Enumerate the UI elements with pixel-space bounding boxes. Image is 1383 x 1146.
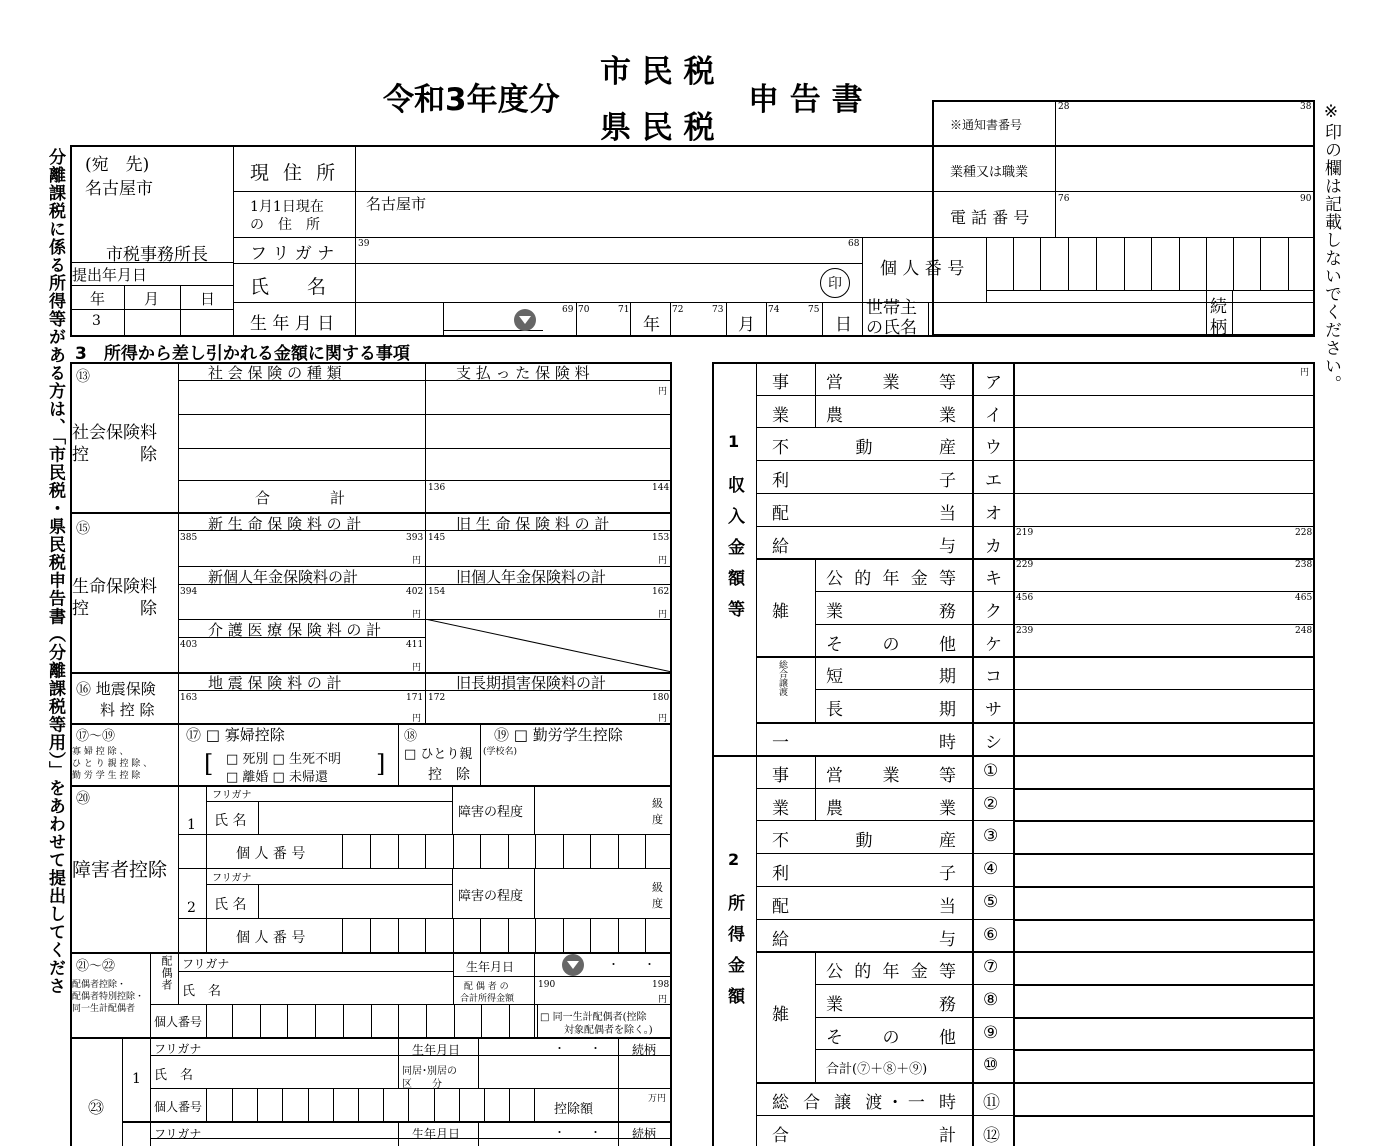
yen-unit: 円 <box>658 610 668 620</box>
quake-header: 地 震 保 険 料 の 計 <box>208 674 342 692</box>
school-name-field[interactable] <box>482 755 671 785</box>
income-code-シ: シ <box>985 732 1002 753</box>
spouse-l3: 同一生計配偶者 <box>72 1004 136 1014</box>
income2-field-1[interactable] <box>1015 790 1313 820</box>
misc-label: 雑 <box>772 602 789 623</box>
quake-label2: 料 控 除 <box>100 701 155 719</box>
date-dot: ・ <box>590 1126 601 1139</box>
income2-field-3[interactable] <box>1015 855 1313 885</box>
addressee-label: (宛 先) <box>85 155 150 175</box>
disabled-indiv-label-2: 個 人 番 号 <box>236 930 306 946</box>
quake-num-label: ⑯ 地震保険 <box>76 680 156 698</box>
income-code-キ: キ <box>985 569 1002 590</box>
era-dropdown-icon[interactable] <box>514 309 536 331</box>
spouse-l2: 配偶者特別控除・ <box>72 992 145 1002</box>
spouse-vert: 配偶者 <box>160 955 173 991</box>
yen-unit: 円 <box>412 714 422 724</box>
relation-field[interactable] <box>1233 303 1314 335</box>
d17-19-l3: 勤 労 学 生 控 除 <box>72 771 141 781</box>
income-item-3: 利 子 <box>772 471 956 492</box>
dep-name-field-1[interactable] <box>207 1056 398 1088</box>
disabled-name-label-2: 氏 名 <box>214 897 247 913</box>
income-field-6[interactable] <box>1015 559 1313 590</box>
income-n465: 465 <box>1295 592 1313 603</box>
n162: 162 <box>652 587 670 597</box>
income2-field-9[interactable] <box>1015 1051 1313 1081</box>
life-label2: 控 除 <box>72 599 157 619</box>
jan1-address-label1: 1月1日現在 <box>250 199 324 215</box>
social-total-field[interactable] <box>426 481 671 512</box>
income2-item-0: 営 業 等 <box>826 766 956 786</box>
n385: 385 <box>180 533 198 543</box>
single-parent-l2: 控 除 <box>428 767 470 783</box>
income2-item-11: 合 計 <box>772 1125 956 1146</box>
income-item-2: 不 動 産 <box>772 438 956 459</box>
spouse-furigana-label: フリガナ <box>182 957 230 971</box>
n180: 180 <box>652 693 670 703</box>
date-dot: ・ <box>554 1126 565 1139</box>
grade-label: 級 <box>652 797 663 810</box>
income-item-10: 長 期 <box>826 700 956 720</box>
transfer-label: 総合譲渡 <box>777 659 787 696</box>
spouse-income-l1: 配 偶 者 の <box>464 982 509 992</box>
name-label: 氏 名 <box>250 276 327 298</box>
income2-code-4: ④ <box>983 859 999 880</box>
householder-label2: の氏名 <box>866 318 917 338</box>
office-label: 市税事務所長 <box>106 245 208 265</box>
disabled-row1: 1 <box>187 817 196 833</box>
addressee-city: 名古屋市 <box>85 179 153 199</box>
n394: 394 <box>180 587 198 597</box>
n136: 136 <box>428 483 446 493</box>
name-field[interactable] <box>356 264 816 302</box>
income-field-4[interactable] <box>1015 494 1313 525</box>
dependent-num: ㉓ <box>88 1098 105 1117</box>
income2-field-5[interactable] <box>1015 921 1313 951</box>
left-note: 分離課税に係る所得等がある方は、「市民税・県民税申告書（分離課税等用）」をあわせて提出してくださ <box>45 148 65 995</box>
income-code-サ: サ <box>985 700 1002 720</box>
spouse-indiv-field[interactable] <box>207 1005 534 1037</box>
old-long-field[interactable] <box>426 691 671 723</box>
income2-code-11: ⑪ <box>983 1093 1000 1113</box>
income2-field-10[interactable] <box>1015 1084 1313 1114</box>
income2-field-0[interactable] <box>1015 757 1313 787</box>
yen-unit: 円 <box>658 387 668 397</box>
dep-furigana-label-1: フリガナ <box>154 1042 202 1056</box>
care-header: 介 護 医 療 保 険 料 の 計 <box>208 621 382 639</box>
furigana-label: フ リ ガ ナ <box>250 244 335 264</box>
widow-bracket: [ <box>204 750 214 778</box>
section1-label: 収入金額等 <box>724 476 744 631</box>
quake-field[interactable] <box>179 691 425 723</box>
income2-code-8: ⑧ <box>983 989 999 1010</box>
deduct-amount-field[interactable] <box>619 1089 671 1121</box>
income2-field-8[interactable] <box>1015 1019 1313 1049</box>
n403: 403 <box>180 640 198 650</box>
income-field-2[interactable] <box>1015 428 1313 459</box>
title-suffix: 申 告 書 <box>748 82 863 118</box>
income-field-0[interactable] <box>1015 363 1313 394</box>
dep-relation-label-2: 続柄 <box>632 1127 657 1141</box>
dep-birth-label-2: 生年月日 <box>412 1127 461 1141</box>
income2-code-5: ⑤ <box>983 891 999 912</box>
life-label1: 生命保険料 <box>72 577 157 597</box>
diagonal-strike <box>425 619 672 672</box>
income-code-ケ: ケ <box>985 634 1002 655</box>
disabled-name-field-2[interactable] <box>259 885 452 918</box>
income-n219: 219 <box>1016 527 1034 538</box>
same-household-l2: 対象配偶者を除く。) <box>564 1025 653 1036</box>
yen-unit: 円 <box>412 556 422 566</box>
individual-number-field[interactable] <box>987 238 1314 290</box>
income2-biz1: 事 <box>772 766 789 786</box>
income2-item-10: 総 合 譲 渡・一 時 <box>772 1093 956 1113</box>
title-prefix: 令和3年度分 <box>383 82 560 118</box>
spouse-l1: 配偶者控除・ <box>72 980 127 990</box>
income-item-6: 公 的 年 金 等 <box>826 569 956 590</box>
income-n248: 248 <box>1295 625 1313 636</box>
income-item-8: そ の 他 <box>826 634 956 655</box>
n153: 153 <box>652 533 670 543</box>
dep-indiv-field-1[interactable] <box>207 1089 534 1121</box>
birth-n74: 74 <box>768 305 780 315</box>
income-item-5: 給 与 <box>772 536 956 557</box>
disabled-label: 障害者控除 <box>72 859 168 881</box>
same-household-checkbox[interactable]: □ 同一生計配偶者(控除 <box>540 1012 647 1023</box>
income-n456: 456 <box>1016 592 1034 603</box>
spouse-era-dropdown-icon[interactable] <box>562 954 584 976</box>
section2-num: 2 <box>728 850 740 869</box>
income2-code-6: ⑥ <box>983 924 999 945</box>
submit-year-value[interactable]: 3 <box>92 313 101 329</box>
income2-misc-label: 雑 <box>772 1005 789 1026</box>
n402: 402 <box>406 587 424 597</box>
single-parent-num: ⑱ <box>404 729 418 744</box>
man-yen-unit: 万円 <box>648 1094 667 1104</box>
birth-year-label: 年 <box>643 315 660 335</box>
widow-checkbox[interactable]: ⑰ □ 寡婦控除 <box>186 726 285 744</box>
section1-num: 1 <box>728 432 740 451</box>
income-code-カ: カ <box>985 536 1002 557</box>
n393: 393 <box>406 533 424 543</box>
yen-unit: 円 <box>658 714 668 724</box>
notice-label: ※通知書番号 <box>950 118 1023 132</box>
title-tax2: 県 民 税 <box>600 110 715 146</box>
income-code-イ: イ <box>985 405 1002 426</box>
old-long-header: 旧長期損害保険料の計 <box>456 674 607 692</box>
current-address-label: 現 住 所 <box>250 162 340 184</box>
widow-opt2[interactable]: □ 離婚 □ 未帰還 <box>226 770 328 785</box>
householder-name-field[interactable] <box>929 303 1205 335</box>
birth-n73: 73 <box>712 305 724 315</box>
disability-degree-label-2: 障害の程度 <box>458 889 524 904</box>
old-pension-header: 旧個人年金保険料の計 <box>456 568 607 586</box>
student-checkbox[interactable]: ⑲ □ 勤労学生控除 <box>494 726 623 744</box>
disabled-indiv-field-1[interactable] <box>343 835 671 868</box>
income-n228: 228 <box>1295 527 1313 538</box>
income-field-1[interactable] <box>1015 396 1313 427</box>
spouse-birth-label: 生年月日 <box>466 960 515 974</box>
seal-label: 印 <box>828 276 842 292</box>
life-num: ⑮ <box>76 521 90 537</box>
social-label2: 控 除 <box>72 445 157 465</box>
disabled-indiv-label-1: 個 人 番 号 <box>236 846 306 862</box>
old-pension-field[interactable] <box>426 585 671 619</box>
n172: 172 <box>428 693 446 703</box>
income2-item-9: 合計(⑦＋⑧＋⑨) <box>826 1062 928 1078</box>
income2-item-4: 配 当 <box>772 896 956 917</box>
disabled-num: ⑳ <box>76 791 90 807</box>
income-n238: 238 <box>1295 560 1313 571</box>
spouse-indiv-label: 個人番号 <box>154 1015 203 1029</box>
section2-label: 所得金額 <box>724 894 744 1018</box>
social-type-field-2[interactable] <box>179 415 425 448</box>
income-code-エ: エ <box>985 471 1002 492</box>
date-dot: ・ <box>608 958 619 971</box>
date-dot: ・ <box>590 1042 601 1055</box>
income-item-11: 一 時 <box>772 732 956 753</box>
widow-opt1[interactable]: □ 死別 □ 生死不明 <box>226 752 341 767</box>
yen-unit: 円 <box>658 556 668 566</box>
income2-item-2: 不 動 産 <box>772 831 956 852</box>
seal-mark <box>820 268 850 298</box>
dep-relation-label-1: 続柄 <box>632 1043 657 1057</box>
dep-birth-label-1: 生年月日 <box>412 1043 461 1057</box>
birth-day-label: 日 <box>835 315 852 335</box>
income2-code-1: ① <box>983 761 999 781</box>
income-field-11[interactable] <box>1015 723 1313 754</box>
birth-n69: 69 <box>562 305 574 315</box>
income-item-7: 業 務 <box>826 601 956 622</box>
single-parent-checkbox[interactable]: □ ひとり親 <box>404 747 473 762</box>
householder-label1: 世帯主 <box>866 298 917 318</box>
disabled-name-field-1[interactable] <box>259 802 452 834</box>
birth-n71: 71 <box>618 305 630 315</box>
income2-item-8: そ の 他 <box>826 1027 956 1048</box>
yen-unit: 円 <box>658 995 668 1005</box>
n190: 190 <box>538 980 556 990</box>
dependent-row1: 1 <box>132 1071 141 1087</box>
disabled-row2: 2 <box>187 900 196 916</box>
old-life-field[interactable] <box>426 531 671 566</box>
income-field-8[interactable] <box>1015 625 1313 656</box>
social-total-label: 合 計 <box>255 489 346 507</box>
disability-degree-field-1[interactable] <box>535 786 645 834</box>
income-cat-0: 事 <box>772 373 789 393</box>
notice-start-num: 28 <box>1058 102 1070 112</box>
new-pension-field[interactable] <box>179 585 425 619</box>
d17-19-num: ⑰〜⑲ <box>76 729 116 744</box>
birth-n70: 70 <box>578 305 590 315</box>
income-item-4: 配 当 <box>772 503 956 524</box>
income-field-3[interactable] <box>1015 461 1313 492</box>
social-label1: 社会保険料 <box>72 423 157 443</box>
relation-label2: 柄 <box>1210 318 1227 338</box>
furigana-end-num: 68 <box>848 239 860 249</box>
spouse-name-label: 氏 名 <box>182 984 222 999</box>
income2-code-2: ② <box>983 793 999 814</box>
d17-19-l2: ひ と り 親 控 除 、 <box>72 759 153 769</box>
income2-item-6: 公 的 年 金 等 <box>826 962 956 983</box>
income-item-9: 短 期 <box>826 667 956 688</box>
disability-degree-field-2[interactable] <box>535 869 645 918</box>
income2-biz2: 業 <box>772 798 789 819</box>
deduct-amount-label: 控除額 <box>554 1102 594 1117</box>
phone-start-num: 76 <box>1058 194 1070 204</box>
income-code-ウ: ウ <box>985 438 1002 459</box>
disabled-name-label-1: 氏 名 <box>214 813 247 829</box>
spouse-income-field[interactable] <box>535 977 671 1004</box>
birth-month-label: 月 <box>738 315 755 335</box>
relation-label1: 続 <box>1210 297 1227 317</box>
spouse-income-l2: 合計所得金額 <box>460 994 515 1004</box>
individual-number-label: 個 人 番 号 <box>880 259 965 279</box>
occupation-label: 業種又は職業 <box>950 165 1029 180</box>
disabled-furigana-label-1: フリガナ <box>212 790 252 801</box>
income-code-ク: ク <box>985 601 1002 622</box>
month-label: 月 <box>144 290 160 308</box>
school-name-label: (学校名) <box>483 747 518 757</box>
furigana-start-num: 39 <box>358 239 370 249</box>
income2-field-11[interactable] <box>1015 1117 1313 1146</box>
dep-furigana-label-2: フリガナ <box>154 1127 202 1141</box>
income2-item-5: 給 与 <box>772 929 956 950</box>
income-code-オ: オ <box>985 503 1002 524</box>
day-label: 日 <box>200 290 216 308</box>
d17-19-l1: 寡 婦 控 除 、 <box>72 747 129 757</box>
year-label: 年 <box>90 290 106 308</box>
birth-label: 生 年 月 日 <box>250 314 335 334</box>
income2-code-9: ⑨ <box>983 1022 999 1043</box>
income2-item-3: 利 子 <box>772 864 956 885</box>
income-field-9[interactable] <box>1015 657 1313 688</box>
new-pension-header: 新個人年金保険料の計 <box>208 568 359 586</box>
income-code-コ: コ <box>985 667 1002 688</box>
n198: 198 <box>652 980 670 990</box>
jan1-address-label2: の 住 所 <box>250 217 320 233</box>
income-code-ア: ア <box>985 373 1002 393</box>
birth-n72: 72 <box>672 305 684 315</box>
furigana-field[interactable] <box>356 238 862 263</box>
n411: 411 <box>406 640 424 650</box>
income2-field-6[interactable] <box>1015 953 1313 983</box>
income2-code-12: ⑫ <box>983 1125 1000 1146</box>
submit-date-label: 提出年月日 <box>72 266 148 284</box>
spouse-name-field[interactable] <box>235 972 453 1004</box>
old-life-header: 旧 生 命 保 険 料 の 計 <box>456 515 610 533</box>
right-note: ※印の欄は記載しないでください。 <box>1321 102 1341 393</box>
grade-label: 度 <box>652 813 663 826</box>
income-n229: 229 <box>1016 560 1034 571</box>
disabled-indiv-field-2[interactable] <box>343 919 671 952</box>
title-tax1: 市 民 税 <box>600 54 715 90</box>
social-type-header: 社 会 保 険 の 種 類 <box>208 364 342 382</box>
date-dot: ・ <box>554 1042 565 1055</box>
grade-label: 度 <box>652 897 663 910</box>
income-cat-1: 業 <box>772 405 789 426</box>
social-type-field-1[interactable] <box>179 381 425 414</box>
income2-code-10: ⑩ <box>983 1055 999 1076</box>
new-life-field[interactable] <box>179 531 425 566</box>
income-field-10[interactable] <box>1015 690 1313 721</box>
care-field[interactable] <box>179 638 425 672</box>
n154: 154 <box>428 587 446 597</box>
income2-field-4[interactable] <box>1015 888 1313 918</box>
income-field-5[interactable] <box>1015 527 1313 558</box>
social-paid-header: 支 払 っ た 保 険 料 <box>456 364 590 382</box>
dep-separate-l2: 区 分 <box>402 1079 442 1090</box>
new-life-header: 新 生 命 保 険 料 の 計 <box>208 515 362 533</box>
notice-end-num: 38 <box>1300 102 1312 112</box>
yen-unit: 円 <box>412 610 422 620</box>
income2-field-2[interactable] <box>1015 822 1313 852</box>
n144: 144 <box>652 483 670 493</box>
income2-item-1: 農 業 <box>826 798 956 819</box>
n171: 171 <box>406 693 424 703</box>
date-dot: ・ <box>644 958 655 971</box>
income-item-1: 農 業 <box>826 405 956 426</box>
n145: 145 <box>428 533 446 543</box>
income-field-7[interactable] <box>1015 592 1313 623</box>
phone-label: 電 話 番 号 <box>950 208 1030 227</box>
dep-separate-l1: 同居･別居の <box>402 1066 457 1077</box>
jan1-address-value[interactable]: 名古屋市 <box>366 195 427 213</box>
income-n239: 239 <box>1016 625 1034 636</box>
notice-number-field[interactable] <box>1056 101 1314 145</box>
dep-name-label-1: 氏 名 <box>154 1068 194 1083</box>
income2-item-7: 業 務 <box>826 994 956 1015</box>
widow-bracket-close: ] <box>376 750 386 778</box>
yen-unit: 円 <box>412 663 422 673</box>
disability-degree-label-1: 障害の程度 <box>458 805 524 820</box>
dep-indiv-label-1: 個人番号 <box>154 1100 203 1114</box>
income2-code-7: ⑦ <box>983 957 999 978</box>
income2-field-7[interactable] <box>1015 986 1313 1016</box>
spouse-num: ㉑〜㉒ <box>76 959 116 974</box>
phone-end-num: 90 <box>1300 194 1312 204</box>
social-paid-field-2[interactable] <box>426 415 671 448</box>
income-item-0: 営 業 等 <box>826 373 956 393</box>
social-num: ⑬ <box>76 369 90 385</box>
disabled-furigana-label-2: フリガナ <box>212 873 252 884</box>
grade-label: 級 <box>652 881 663 894</box>
section3-title: 3 所得から差し引かれる金額に関する事項 <box>75 344 410 364</box>
social-paid-field-1[interactable] <box>426 381 671 414</box>
current-address-field[interactable] <box>356 147 932 191</box>
n163: 163 <box>180 693 198 703</box>
birth-n75: 75 <box>808 305 820 315</box>
income2-code-3: ③ <box>983 826 999 847</box>
yen-unit: 円 <box>1300 368 1310 378</box>
